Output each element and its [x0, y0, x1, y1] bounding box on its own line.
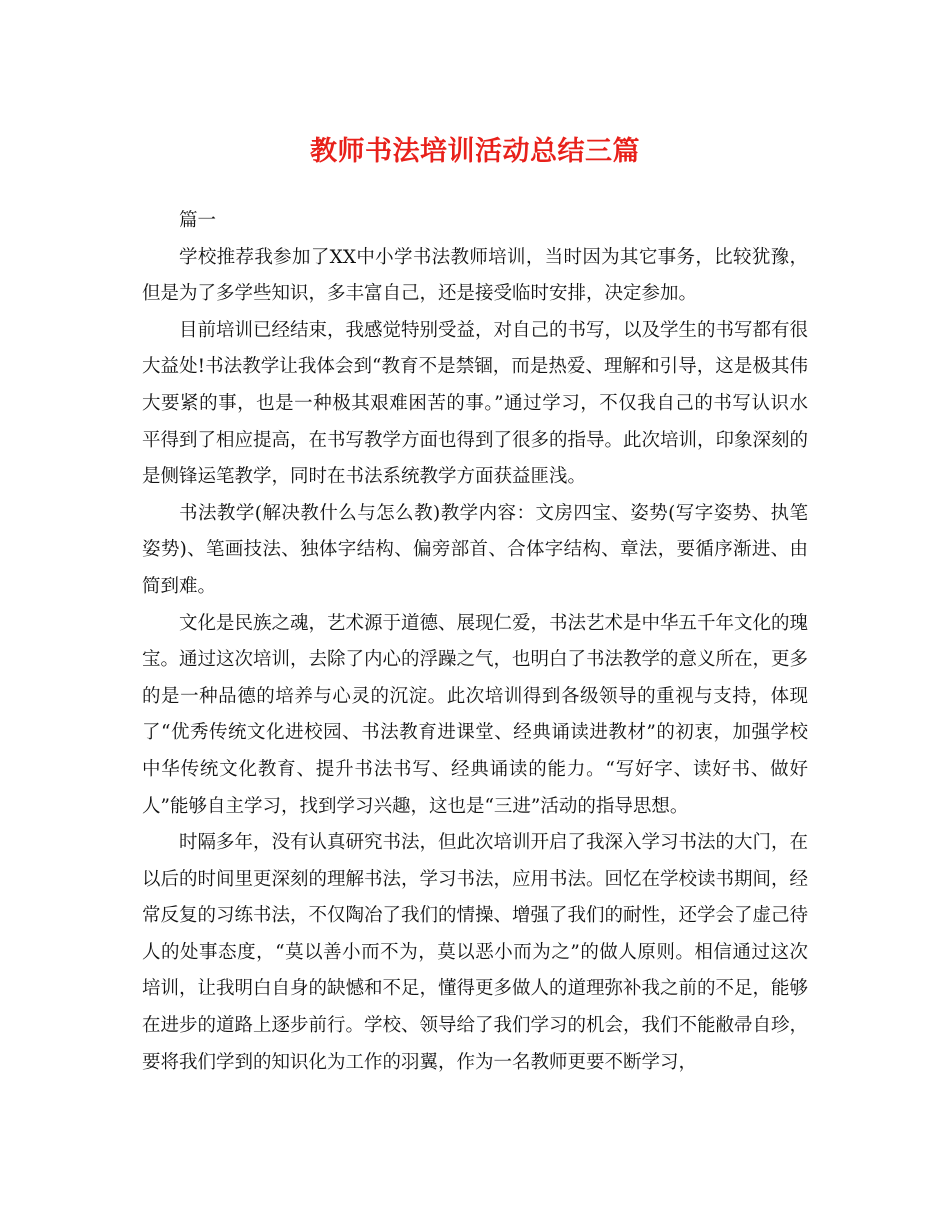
paragraph: 文化是民族之魂，艺术源于道德、展现仁爱，书法艺术是中华五千年文化的瑰宝。通过这次培训，去除了内心的浮躁之气，也明白了书法教学的意义所在，更多的是一种品德的培养与心灵的沉淀。此次培训得到各级领导的重视与支持，体现了“优秀传统文化进校园、书法教育进课堂、经典诵读进教材”的初衷，加强学校中华传统文化教育、提升书法书写、经典诵读的能力。“写好字、读好书、做好人”能够自主学习，找到学习兴趣，这也是“三进”活动的指导思想。 — [142, 612, 809, 817]
paragraph: 书法教学(解决教什么与怎么教)教学内容：文房四宝、姿势(写字姿势、执笔姿势)、笔画技法、独体字结构、偏旁部首、合体字结构、章法，要循序渐进、由简到难。 — [142, 502, 808, 597]
paragraph: 目前培训已经结束，我感觉特别受益，对自己的书写，以及学生的书写都有很大益处!书法教学让我体会到“教育不是禁锢，而是热爱、理解和引导，这是极其伟大要紧的事，也是一种极其艰难困苦的事。”通过学习，不仅我自己的书写认识水平得到了相应提高，在书写教学方面也得到了很多的指导。此次培训，印象深刻的是侧锋运笔教学，同时在书法系统教学方面获益匪浅。 — [142, 319, 809, 488]
document-body — [142, 203, 808, 1081]
document-title: 教师书法培训活动总结三篇 — [310, 136, 640, 167]
paragraph: 学校推荐我参加了XX中小学书法教师培训，当时因为其它事务，比较犹豫，但是为了多学些知识，多丰富自己，还是接受临时安排，决定参加。 — [142, 246, 808, 305]
section-heading: 篇一 — [179, 210, 217, 231]
paragraph: 时隔多年，没有认真研究书法，但此次培训开启了我深入学习书法的大门，在以后的时间里更深刻的理解书法，学习书法，应用书法。回忆在学校读书期间，经常反复的习练书法，不仅陶冶了我们的情操、增强了我们的耐性，还学会了虚己待人的处事态度，“莫以善小而不为，莫以恶小而为之”的做人原则。相信通过这次培训，让我明白自身的缺憾和不足，懂得更多做人的道理弥补我之前的不足，能够在进步的道路上逐步前行。学校、领导给了我们学习的机会，我们不能敝帚自珍，要将我们学到的知识化为工作的羽翼，作为一名教师更要不断学习， — [142, 832, 809, 1073]
